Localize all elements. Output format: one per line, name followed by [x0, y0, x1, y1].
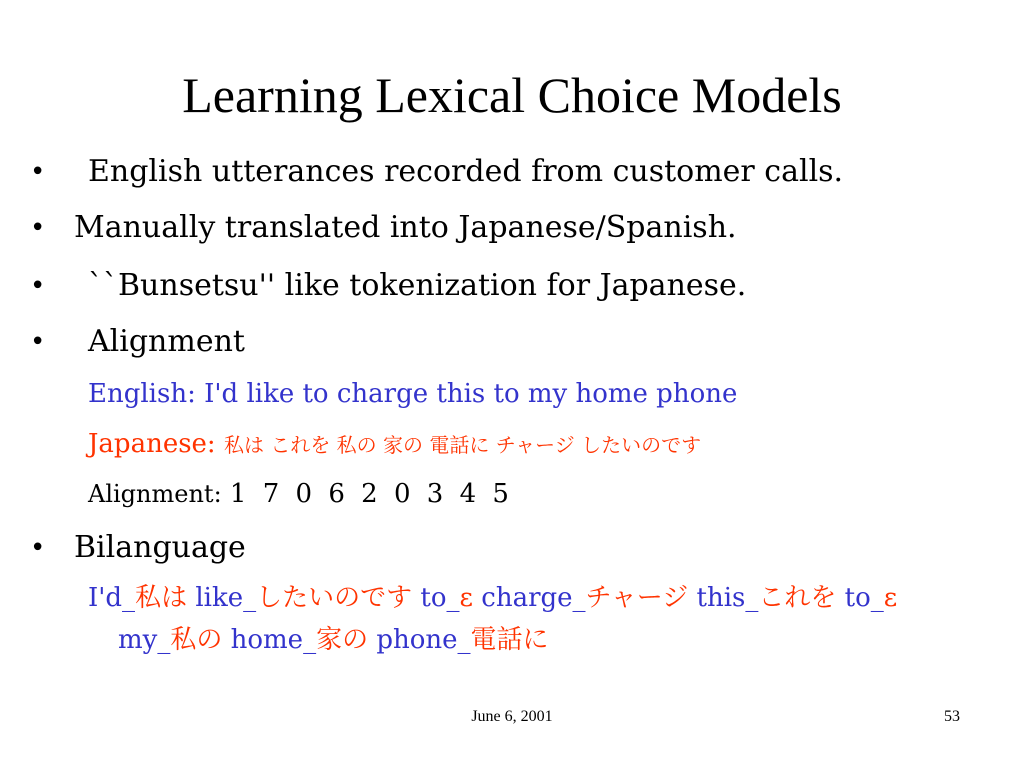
- bullet-text: English utterances recorded from customer calls.: [88, 154, 844, 189]
- bullet-text: Bilanguage: [74, 530, 246, 565]
- bullet-text: Alignment: [88, 324, 245, 359]
- japanese-sentence: 私は これを 私の 家の 電話に チャージ したいのです: [223, 433, 702, 457]
- bilanguage-english-token: my_: [118, 625, 171, 655]
- bilanguage-japanese-token: チャージ: [585, 583, 689, 613]
- bilanguage-english-token: phone_: [368, 625, 471, 655]
- bilanguage-english-token: to_: [836, 583, 884, 613]
- bilanguage-japanese-token: 私は: [135, 583, 188, 613]
- english-label: English:: [88, 379, 196, 409]
- bullet-marker: •: [30, 533, 46, 563]
- bilanguage-japanese-token: 電話に: [470, 625, 549, 655]
- alignment-english-line: [88, 376, 737, 412]
- bilanguage-epsilon-token: ε: [459, 583, 473, 613]
- bilanguage-line-1: [88, 578, 897, 618]
- footer-date: June 6, 2001: [471, 708, 553, 725]
- bilanguage-english-token: like_: [187, 583, 257, 613]
- bullet-text: Manually translated into Japanese/Spanish.: [74, 210, 737, 245]
- bilanguage-japanese-token: これを: [758, 583, 837, 613]
- bullet-marker: •: [30, 271, 46, 301]
- bilanguage-line-2: [118, 620, 549, 660]
- japanese-label: Japanese:: [88, 429, 216, 459]
- bilanguage-english-token: this_: [688, 583, 759, 613]
- bilanguage-english-token: I'd_: [88, 583, 136, 613]
- bilanguage-english-token: to_: [412, 583, 460, 613]
- page-number: 53: [944, 708, 960, 725]
- alignment-values-line: [88, 476, 513, 512]
- bilanguage-english-token: charge_: [473, 583, 586, 613]
- alignment-label: Alignment:: [88, 480, 222, 508]
- bilanguage-japanese-token: したいのです: [256, 583, 413, 613]
- bilanguage-english-token: home_: [222, 625, 317, 655]
- bullet-text: ``Bunsetsu'' like tokenization for Japanese.: [88, 268, 747, 303]
- bilanguage-japanese-token: 私の: [170, 625, 223, 655]
- bullet-marker: •: [30, 327, 46, 357]
- alignment-values: 1 7 0 6 2 0 3 4 5: [229, 479, 513, 509]
- alignment-japanese-line: [88, 426, 701, 463]
- bullet-marker: •: [30, 213, 46, 243]
- bilanguage-epsilon-token: ε: [883, 583, 898, 613]
- english-sentence: I'd like to charge this to my home phone: [204, 379, 738, 409]
- bilanguage-japanese-token: 家の: [316, 625, 369, 655]
- slide-title: Learning Lexical Choice Models: [182, 67, 842, 123]
- bullet-marker: •: [30, 157, 46, 187]
